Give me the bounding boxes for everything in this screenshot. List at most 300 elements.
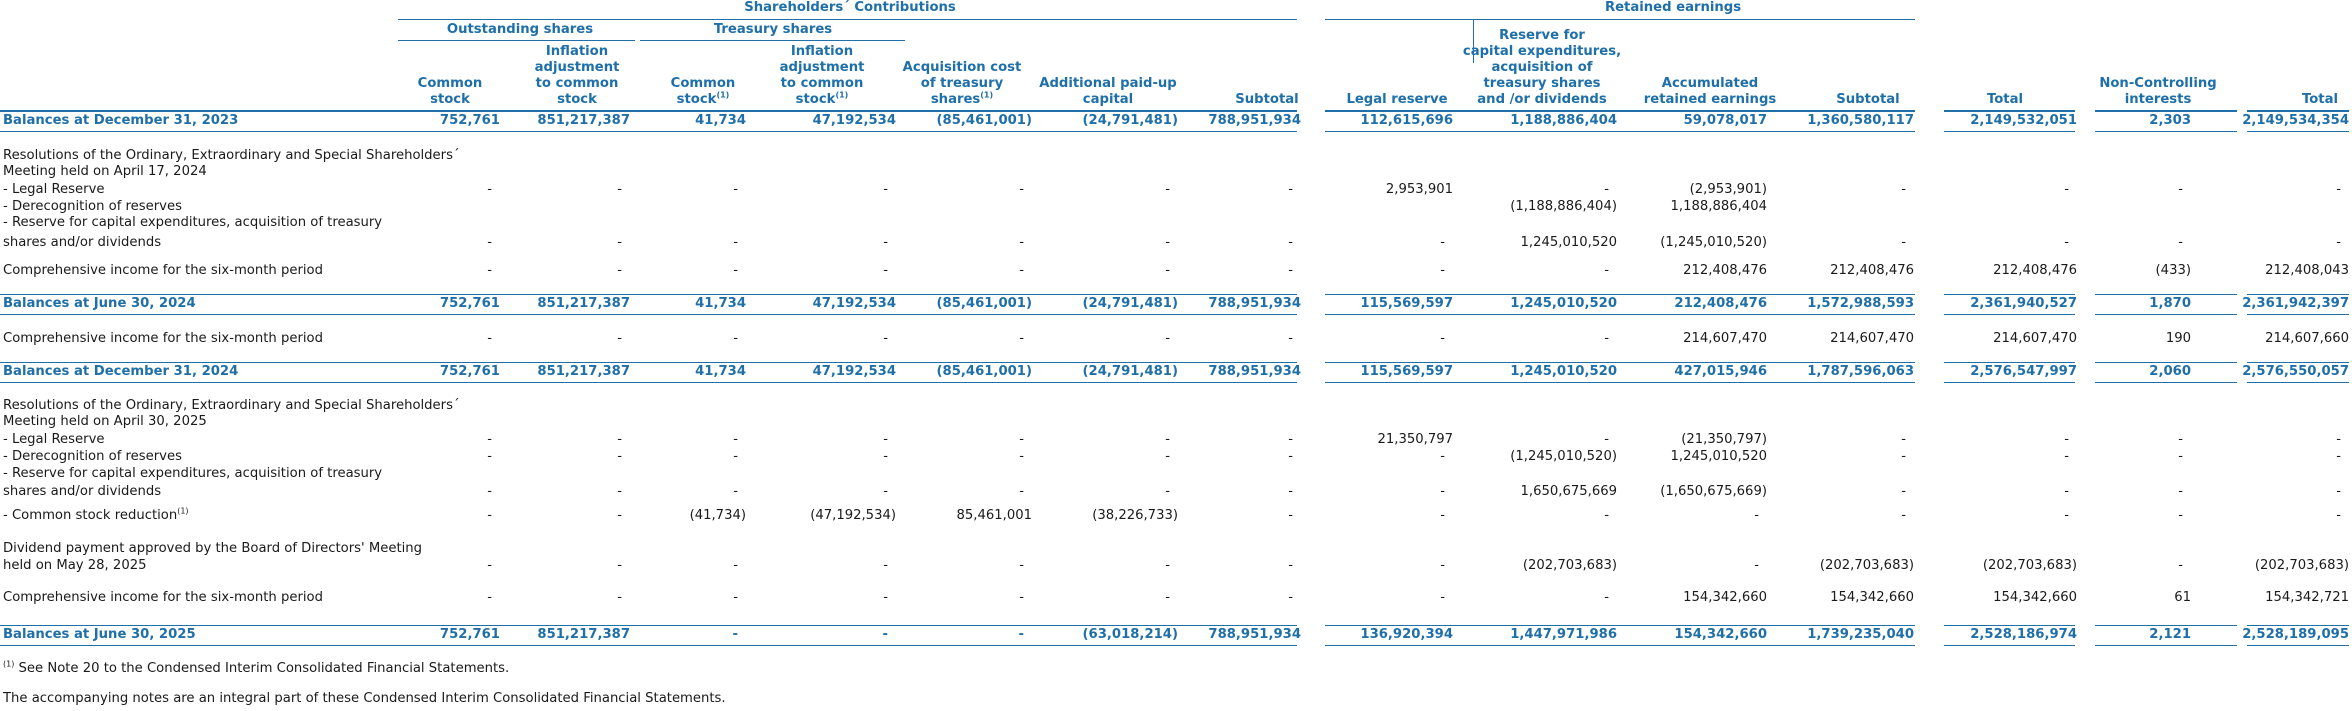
cell-div-col5: -	[1019, 558, 1024, 573]
cell-capex2025-col10: (1,650,675,669)	[1660, 484, 1767, 499]
section-heading: Meeting held on April 30, 2025	[3, 414, 207, 429]
cell-ci2025-col6: -	[1165, 590, 1170, 605]
cell-capex2025-col11: -	[1901, 484, 1906, 499]
cell-bal2024b-col3: 41,734	[695, 364, 746, 379]
cell-capex2025-col12: -	[2064, 484, 2069, 499]
balance-line-bottom	[0, 131, 1297, 132]
cell-bal2024a-col7: 788,951,934	[1208, 296, 1301, 311]
cell-ci2024b-col6: -	[1165, 331, 1170, 346]
balance-line-bottom	[1944, 131, 2075, 132]
balance-line-top	[1325, 625, 1915, 626]
cell-bal2024a-col8: 115,569,597	[1360, 296, 1453, 311]
cell-bal2024b-col4: 47,192,534	[812, 364, 896, 379]
cell-derec2024-col9: (1,188,886,404)	[1510, 199, 1617, 214]
cell-legal2025-col7: -	[1288, 432, 1293, 447]
cell-bal2025-col4: -	[882, 627, 888, 642]
cell-ci2025-col9: -	[1604, 590, 1609, 605]
row-label: Comprehensive income for the six-month period	[3, 590, 323, 605]
cell-capex2024-col13: -	[2178, 235, 2183, 250]
cell-div-col2: -	[617, 558, 622, 573]
column-header-c4-line: Inflation	[790, 44, 854, 59]
balance-line-top	[0, 362, 1297, 363]
group-underline-outstanding	[398, 40, 635, 41]
footnote-text: See Note 20 to the Condensed Interim Consolidated Financial Statements.	[14, 661, 510, 676]
balance-line-top	[1944, 625, 2075, 626]
cell-bal2024a-col11: 1,572,988,593	[1807, 296, 1914, 311]
column-header-c12-line: Total	[1986, 92, 2024, 107]
cell-capex2024-col11: -	[1901, 235, 1906, 250]
cell-capex2024-col8: -	[1440, 235, 1445, 250]
cell-capex2024-col12: -	[2064, 235, 2069, 250]
cell-div-col12: (202,703,683)	[1982, 558, 2077, 573]
group-outstanding-shares: Outstanding shares	[446, 22, 594, 37]
cell-bal2024b-col9: 1,245,010,520	[1510, 364, 1617, 379]
balance-line-bottom	[1944, 314, 2075, 315]
cell-bal2023-col14: 2,149,534,354	[2242, 113, 2349, 128]
row-label: held on May 28, 2025	[3, 558, 147, 573]
balance-line-bottom	[2095, 382, 2237, 383]
cell-reduction-col6: (38,226,733)	[1092, 508, 1178, 523]
column-header-c6-line: Additional paid-up	[1039, 76, 1177, 91]
cell-ci2024a-col6: -	[1165, 263, 1170, 278]
cell-ci2024a-col4: -	[883, 263, 888, 278]
cell-derec2025-col12: -	[2064, 449, 2069, 464]
cell-bal2023-col4: 47,192,534	[812, 113, 896, 128]
cell-reduction-col3: (41,734)	[689, 508, 746, 523]
cell-legal2025-col6: -	[1165, 432, 1170, 447]
cell-ci2024a-col9: -	[1604, 263, 1609, 278]
balance-row-label: Balances at June 30, 2025	[3, 627, 196, 642]
cell-legal2024-col3: -	[733, 182, 738, 197]
cell-ci2024b-col11: 214,607,470	[1830, 331, 1914, 346]
cell-bal2024b-col14: 2,576,550,057	[2242, 364, 2349, 379]
cell-bal2023-col10: 59,078,017	[1683, 113, 1767, 128]
cell-legal2025-col11: -	[1901, 432, 1906, 447]
cell-legal2024-col5: -	[1019, 182, 1024, 197]
cell-bal2025-col2: 851,217,387	[537, 627, 630, 642]
column-header-c5-line: of treasury	[920, 76, 1004, 91]
cell-ci2024b-col4: -	[883, 331, 888, 346]
cell-derec2025-col11: -	[1901, 449, 1906, 464]
balance-line-top	[1944, 111, 2075, 112]
cell-legal2024-col4: -	[883, 182, 888, 197]
column-header-c13-line: interests	[2124, 92, 2192, 107]
cell-capex2025-col6: -	[1165, 484, 1170, 499]
column-header-c4-line: stock$^{(1)}$	[795, 90, 849, 107]
cell-bal2023-col11: 1,360,580,117	[1807, 113, 1914, 128]
column-header-c2-line: adjustment	[534, 60, 620, 75]
cell-legal2025-col9: -	[1604, 432, 1609, 447]
column-header-c8-line: Legal reserve	[1346, 92, 1448, 107]
cell-capex2025-col14: -	[2336, 484, 2341, 499]
cell-bal2025-col14: 2,528,189,095	[2242, 627, 2349, 642]
cell-ci2024a-col13: (433)	[2155, 263, 2191, 278]
cell-legal2025-col8: 21,350,797	[1377, 432, 1453, 447]
column-header-c2-line: to common	[535, 76, 619, 91]
cell-bal2024a-col2: 851,217,387	[537, 296, 630, 311]
cell-ci2025-col11: 154,342,660	[1830, 590, 1914, 605]
row-label: - Common stock reduction$^{(1)}$	[3, 506, 189, 523]
cell-legal2025-col12: -	[2064, 432, 2069, 447]
cell-ci2025-col10: 154,342,660	[1683, 590, 1767, 605]
balance-line-bottom	[2247, 645, 2349, 646]
cell-ci2024b-col7: -	[1288, 331, 1293, 346]
cell-capex2025-col3: -	[733, 484, 738, 499]
column-header-c13-line: Non-Controlling	[2099, 76, 2217, 91]
row-label: - Reserve for capital expenditures, acquisition of treasury	[3, 466, 383, 481]
cell-reduction-col14: -	[2336, 508, 2341, 523]
footnote-2: The accompanying notes are an integral part of these Condensed Interim Consolidated Financial Statements.	[3, 691, 726, 706]
cell-reduction-col7: -	[1288, 508, 1293, 523]
cell-capex2025-col1: -	[487, 484, 492, 499]
cell-bal2025-col13: 2,121	[2149, 627, 2191, 642]
row-label: - Derecognition of reserves	[3, 449, 182, 464]
cell-div-col8: -	[1440, 558, 1445, 573]
balance-line-top	[2247, 111, 2349, 112]
column-header-c10-line: Accumulated	[1661, 76, 1759, 91]
cell-legal2024-col9: -	[1604, 182, 1609, 197]
cell-legal2025-col10: (21,350,797)	[1681, 432, 1767, 447]
cell-capex2024-col14: -	[2336, 235, 2341, 250]
group-shareholders-contributions: Shareholders´ Contributions	[744, 0, 956, 15]
balance-line-bottom	[1325, 131, 1915, 132]
cell-ci2024b-col9: -	[1604, 331, 1609, 346]
cell-ci2024a-col8: -	[1440, 263, 1445, 278]
cell-ci2024a-col2: -	[617, 263, 622, 278]
section-heading: Resolutions of the Ordinary, Extraordinary and Special Shareholders´	[3, 148, 460, 163]
balance-line-top	[2095, 625, 2237, 626]
cell-div-col4: -	[883, 558, 888, 573]
cell-div-col3: -	[733, 558, 738, 573]
cell-div-col6: -	[1165, 558, 1170, 573]
cell-legal2025-col2: -	[617, 432, 622, 447]
cell-bal2023-col6: (24,791,481)	[1082, 113, 1178, 128]
group-underline-contributions	[398, 19, 1297, 20]
balance-line-bottom	[1325, 314, 1915, 315]
balance-line-bottom	[2095, 314, 2237, 315]
balance-line-top	[2247, 362, 2349, 363]
cell-bal2024b-col2: 851,217,387	[537, 364, 630, 379]
row-label: - Legal Reserve	[3, 182, 105, 197]
cell-bal2024a-col1: 752,761	[439, 296, 500, 311]
cell-bal2023-col1: 752,761	[439, 113, 500, 128]
cell-legal2024-col1: -	[487, 182, 492, 197]
cell-capex2025-col5: -	[1019, 484, 1024, 499]
cell-bal2024b-col1: 752,761	[439, 364, 500, 379]
cell-div-col10: -	[1754, 558, 1759, 573]
cell-bal2023-col8: 112,615,696	[1360, 113, 1453, 128]
cell-bal2025-col12: 2,528,186,974	[1970, 627, 2077, 642]
column-header-c4-line: adjustment	[779, 60, 865, 75]
cell-bal2024b-col12: 2,576,547,997	[1970, 364, 2077, 379]
balance-line-bottom	[2247, 131, 2349, 132]
balance-line-top	[0, 294, 1297, 295]
cell-ci2024b-col14: 214,607,660	[2265, 331, 2349, 346]
cell-capex2024-col10: (1,245,010,520)	[1660, 235, 1767, 250]
footnote-marker: (1)	[3, 659, 15, 669]
row-label: Comprehensive income for the six-month period	[3, 263, 323, 278]
cell-legal2024-col11: -	[1901, 182, 1906, 197]
row-label: shares and/or dividends	[3, 235, 162, 250]
cell-ci2025-col8: -	[1440, 590, 1445, 605]
footnote-marker: (1)	[716, 90, 730, 100]
cell-bal2024a-col3: 41,734	[695, 296, 746, 311]
cell-ci2024a-col11: 212,408,476	[1830, 263, 1914, 278]
cell-bal2024b-col8: 115,569,597	[1360, 364, 1453, 379]
column-header-c9-line: acquisition of	[1491, 60, 1593, 75]
cell-reduction-col2: -	[617, 508, 622, 523]
cell-ci2024b-col10: 214,607,470	[1683, 331, 1767, 346]
cell-ci2024a-col1: -	[487, 263, 492, 278]
balance-line-bottom	[1325, 645, 1915, 646]
cell-ci2025-col12: 154,342,660	[1993, 590, 2077, 605]
cell-ci2024b-col5: -	[1019, 331, 1024, 346]
footnote-marker: (1)	[177, 506, 189, 516]
cell-bal2025-col9: 1,447,971,986	[1510, 627, 1617, 642]
cell-legal2025-col4: -	[883, 432, 888, 447]
cell-ci2024a-col12: 212,408,476	[1993, 263, 2077, 278]
column-header-c9-line: and /or dividends	[1477, 92, 1607, 107]
cell-bal2024b-col10: 427,015,946	[1674, 364, 1767, 379]
cell-derec2025-col6: -	[1165, 449, 1170, 464]
cell-bal2025-col10: 154,342,660	[1674, 627, 1767, 642]
cell-bal2023-col5: (85,461,001)	[936, 113, 1032, 128]
cell-bal2024a-col5: (85,461,001)	[936, 296, 1032, 311]
balance-line-top	[1944, 362, 2075, 363]
cell-derec2025-col5: -	[1019, 449, 1024, 464]
column-header-c11-line: Subtotal	[1836, 92, 1900, 107]
cell-ci2024a-col5: -	[1019, 263, 1024, 278]
cell-bal2024a-col14: 2,361,942,397	[2242, 296, 2349, 311]
balance-line-bottom	[2247, 314, 2349, 315]
cell-legal2025-col14: -	[2336, 432, 2341, 447]
cell-derec2024-col10: 1,188,886,404	[1670, 199, 1767, 214]
footnote-1	[3, 661, 509, 677]
cell-legal2024-col12: -	[2064, 182, 2069, 197]
balance-line-bottom	[2095, 131, 2237, 132]
cell-bal2024b-col13: 2,060	[2149, 364, 2191, 379]
cell-bal2023-col3: 41,734	[695, 113, 746, 128]
column-header-c9-line: treasury shares	[1483, 76, 1601, 91]
cell-capex2024-col9: 1,245,010,520	[1520, 235, 1617, 250]
column-header-c1-line: Common	[417, 76, 483, 91]
column-header-c5-line: shares$^{(1)}$	[930, 90, 994, 107]
cell-bal2025-col5: -	[1018, 627, 1024, 642]
cell-bal2024b-col6: (24,791,481)	[1082, 364, 1178, 379]
cell-ci2024b-col8: -	[1440, 331, 1445, 346]
cell-ci2025-col5: -	[1019, 590, 1024, 605]
cell-bal2023-col7: 788,951,934	[1208, 113, 1301, 128]
column-header-c2-line: Inflation	[545, 44, 609, 59]
cell-derec2025-col1: -	[487, 449, 492, 464]
cell-reduction-col8: -	[1440, 508, 1445, 523]
balance-line-bottom	[1325, 382, 1915, 383]
cell-bal2024a-col6: (24,791,481)	[1082, 296, 1178, 311]
column-header-c3-line: stock$^{(1)}$	[676, 90, 730, 107]
cell-capex2025-col4: -	[883, 484, 888, 499]
cell-ci2024b-col2: -	[617, 331, 622, 346]
footnote-marker: (1)	[980, 90, 994, 100]
cell-ci2025-col13: 61	[2174, 590, 2191, 605]
balance-line-top	[1325, 111, 1915, 112]
cell-bal2024a-col12: 2,361,940,527	[1970, 296, 2077, 311]
cell-legal2024-col6: -	[1165, 182, 1170, 197]
cell-legal2024-col13: -	[2178, 182, 2183, 197]
balance-line-bottom	[1944, 382, 2075, 383]
cell-bal2025-col11: 1,739,235,040	[1807, 627, 1914, 642]
cell-capex2024-col7: -	[1288, 235, 1293, 250]
balance-line-bottom	[0, 645, 1297, 646]
cell-bal2025-col7: 788,951,934	[1208, 627, 1301, 642]
cell-bal2024a-col4: 47,192,534	[812, 296, 896, 311]
balance-line-top	[1325, 294, 1915, 295]
balance-row-label: Balances at June 30, 2024	[3, 296, 196, 311]
cell-reduction-col12: -	[2064, 508, 2069, 523]
cell-capex2025-col7: -	[1288, 484, 1293, 499]
cell-legal2025-col1: -	[487, 432, 492, 447]
cell-bal2025-col8: 136,920,394	[1360, 627, 1453, 642]
group-treasury-shares: Treasury shares	[713, 22, 833, 37]
cell-reduction-col11: -	[1901, 508, 1906, 523]
column-header-c9-line: capital expenditures,	[1462, 44, 1622, 59]
cell-bal2024b-col7: 788,951,934	[1208, 364, 1301, 379]
cell-bal2025-col6: (63,018,214)	[1082, 627, 1178, 642]
cell-capex2024-col6: -	[1165, 235, 1170, 250]
balance-line-top	[0, 111, 1297, 112]
cell-capex2025-col2: -	[617, 484, 622, 499]
cell-ci2025-col14: 154,342,721	[2265, 590, 2349, 605]
column-header-c7-line: Subtotal	[1235, 92, 1299, 107]
cell-ci2025-col7: -	[1288, 590, 1293, 605]
cell-legal2025-col5: -	[1019, 432, 1024, 447]
cell-div-col14: (202,703,683)	[2254, 558, 2349, 573]
row-label: shares and/or dividends	[3, 484, 162, 499]
cell-ci2024a-col14: 212,408,043	[2265, 263, 2349, 278]
cell-ci2025-col4: -	[883, 590, 888, 605]
row-label: Comprehensive income for the six-month period	[3, 331, 323, 346]
cell-bal2024a-col10: 212,408,476	[1674, 296, 1767, 311]
balance-line-top	[2247, 625, 2349, 626]
cell-div-col7: -	[1288, 558, 1293, 573]
cell-reduction-col1: -	[487, 508, 492, 523]
balance-line-bottom	[2095, 645, 2237, 646]
balance-line-top	[2095, 111, 2237, 112]
cell-capex2024-col4: -	[883, 235, 888, 250]
footnote-marker: (1)	[835, 90, 849, 100]
cell-bal2024a-col9: 1,245,010,520	[1510, 296, 1617, 311]
cell-bal2024a-col13: 1,870	[2149, 296, 2191, 311]
row-label: - Legal Reserve	[3, 432, 105, 447]
cell-legal2024-col14: -	[2336, 182, 2341, 197]
column-header-c1-line: stock	[430, 92, 470, 107]
cell-ci2025-col3: -	[733, 590, 738, 605]
cell-capex2025-col8: -	[1440, 484, 1445, 499]
cell-ci2024b-col12: 214,607,470	[1993, 331, 2077, 346]
balance-row-label: Balances at December 31, 2023	[3, 113, 239, 128]
cell-legal2024-col7: -	[1288, 182, 1293, 197]
cell-div-col13: -	[2178, 558, 2183, 573]
cell-derec2025-col9: (1,245,010,520)	[1510, 449, 1617, 464]
cell-derec2025-col4: -	[883, 449, 888, 464]
group-underline-retained	[1325, 19, 1915, 20]
column-header-c10-line: retained earnings	[1643, 92, 1777, 107]
group-retained-earnings: Retained earnings	[1604, 0, 1742, 15]
cell-bal2023-col12: 2,149,532,051	[1970, 113, 2077, 128]
cell-div-col1: -	[487, 558, 492, 573]
balance-line-bottom	[0, 314, 1297, 315]
cell-bal2025-col1: 752,761	[439, 627, 500, 642]
balance-line-top	[0, 625, 1297, 626]
cell-ci2024a-col3: -	[733, 263, 738, 278]
cell-derec2025-col10: 1,245,010,520	[1670, 449, 1767, 464]
column-header-c5-line: Acquisition cost	[902, 60, 1022, 75]
cell-reduction-col10: -	[1754, 508, 1759, 523]
section-heading: Meeting held on April 17, 2024	[3, 164, 207, 179]
column-header-c4-line: to common	[780, 76, 864, 91]
cell-derec2025-col13: -	[2178, 449, 2183, 464]
cell-derec2025-col3: -	[733, 449, 738, 464]
cell-ci2024b-col1: -	[487, 331, 492, 346]
cell-ci2024b-col13: 190	[2165, 331, 2191, 346]
column-header-c6-line: capital	[1082, 92, 1134, 107]
balance-line-top	[1944, 294, 2075, 295]
cell-reduction-col13: -	[2178, 508, 2183, 523]
cell-derec2025-col8: -	[1440, 449, 1445, 464]
column-header-c9-line: Reserve for	[1499, 28, 1585, 43]
cell-capex2025-col13: -	[2178, 484, 2183, 499]
cell-derec2025-col14: -	[2336, 449, 2341, 464]
cell-bal2023-col2: 851,217,387	[537, 113, 630, 128]
cell-legal2024-col8: 2,953,901	[1385, 182, 1453, 197]
cell-div-col11: (202,703,683)	[1819, 558, 1914, 573]
balance-line-top	[1325, 362, 1915, 363]
column-header-c14-line: Total	[2301, 92, 2339, 107]
section-heading: Resolutions of the Ordinary, Extraordinary and Special Shareholders´	[3, 398, 460, 413]
cell-derec2025-col7: -	[1288, 449, 1293, 464]
cell-div-col9: (202,703,683)	[1522, 558, 1617, 573]
cell-bal2023-col9: 1,188,886,404	[1510, 113, 1617, 128]
row-label: - Reserve for capital expenditures, acquisition of treasury	[3, 215, 383, 230]
balance-line-top	[2247, 294, 2349, 295]
cell-bal2025-col3: -	[732, 627, 738, 642]
cell-bal2024b-col11: 1,787,596,063	[1807, 364, 1914, 379]
balance-line-top	[2095, 294, 2237, 295]
balance-row-label: Balances at December 31, 2024	[3, 364, 239, 379]
cell-legal2024-col10: (2,953,901)	[1689, 182, 1767, 197]
column-header-c3-line: Common	[670, 76, 736, 91]
cell-legal2024-col2: -	[617, 182, 622, 197]
cell-capex2024-col2: -	[617, 235, 622, 250]
row-label: - Derecognition of reserves	[3, 199, 182, 214]
cell-ci2024a-col10: 212,408,476	[1683, 263, 1767, 278]
balance-line-bottom	[1944, 645, 2075, 646]
cell-capex2024-col3: -	[733, 235, 738, 250]
cell-bal2024b-col5: (85,461,001)	[936, 364, 1032, 379]
cell-legal2025-col13: -	[2178, 432, 2183, 447]
cell-capex2024-col1: -	[487, 235, 492, 250]
balance-line-bottom	[2247, 382, 2349, 383]
cell-legal2025-col3: -	[733, 432, 738, 447]
cell-ci2024b-col3: -	[733, 331, 738, 346]
cell-bal2023-col13: 2,303	[2149, 113, 2191, 128]
cell-capex2024-col5: -	[1019, 235, 1024, 250]
row-label: Dividend payment approved by the Board of Directors' Meeting	[3, 541, 423, 556]
cell-ci2025-col1: -	[487, 590, 492, 605]
balance-line-bottom	[0, 382, 1297, 383]
cell-capex2025-col9: 1,650,675,669	[1520, 484, 1617, 499]
column-header-c2-line: stock	[557, 92, 597, 107]
balance-line-top	[2095, 362, 2237, 363]
